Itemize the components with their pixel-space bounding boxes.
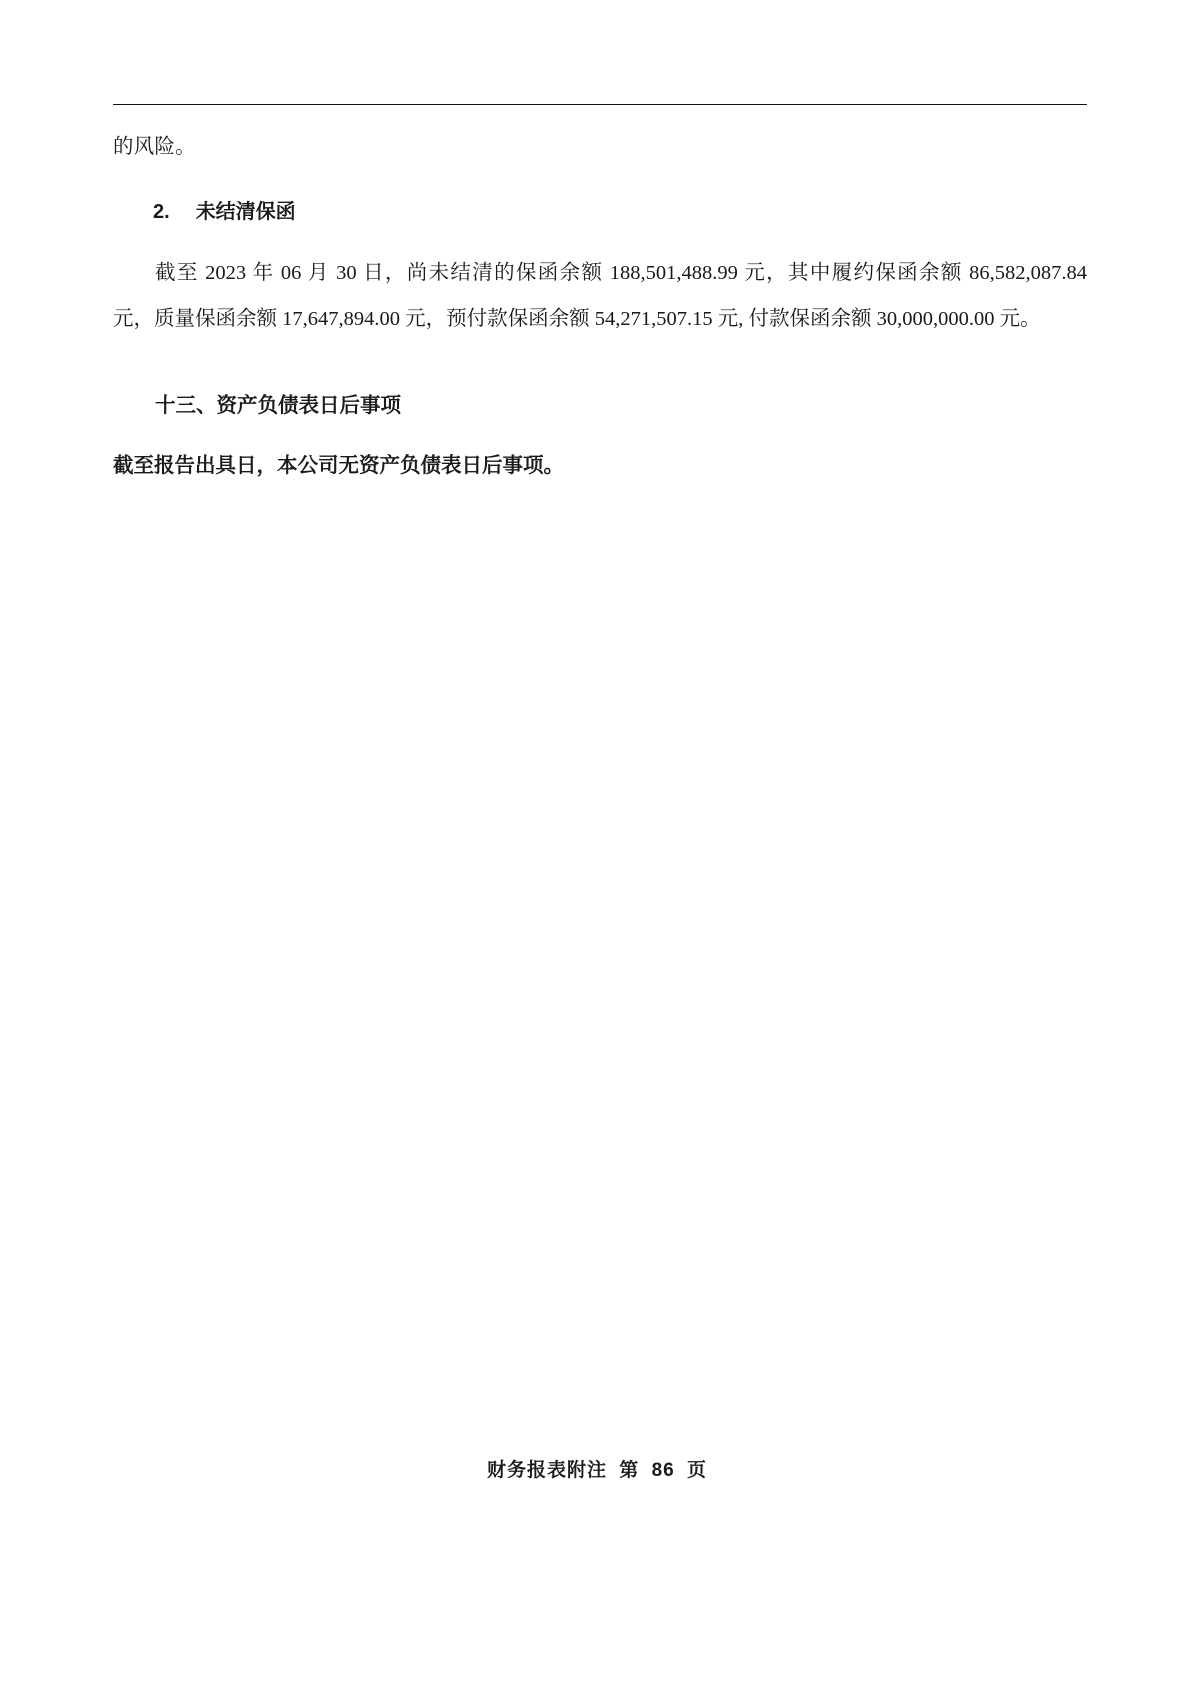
guarantee-paragraph: 截至 2023 年 06 月 30 日，尚未结清的保函余额 188,501,488.99 元，其中履约保函余额 86,582,087.84 元，质量保函余额 17,647,894.00 元，预付款保函余额 54,271,507.15 元, 付款保函余额 30,000,000.00 元。 xyxy=(113,262,1087,330)
numbered-heading-2 xyxy=(113,192,1087,232)
header-divider xyxy=(113,104,1087,105)
guarantee-body xyxy=(113,250,1087,342)
footer-label: 财务报表附注 xyxy=(486,1460,607,1481)
section-statement: 截至报告出具日，本公司无资产负债表日后事项。 xyxy=(113,454,564,477)
footer-page-suffix: 页 xyxy=(687,1460,708,1481)
page-footer xyxy=(0,1455,1200,1482)
section-heading-13: 十三、资产负债表日后事项 xyxy=(155,394,401,417)
page-content xyxy=(113,120,1087,488)
list-number: 2. xyxy=(153,201,170,223)
footer-page-number: 86 xyxy=(651,1460,675,1481)
continued-paragraph: 的风险。 xyxy=(113,136,196,158)
footer-page-prefix: 第 xyxy=(619,1460,640,1481)
list-title: 未结清保函 xyxy=(195,201,296,223)
